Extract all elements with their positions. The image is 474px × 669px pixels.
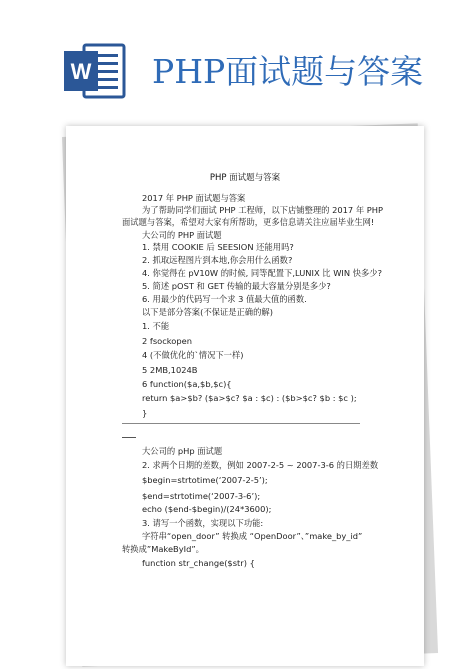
text-line: 大公司的 PHP 面试题 bbox=[142, 230, 222, 240]
text-line: 3. 请写一个函数，实现以下功能: bbox=[142, 518, 264, 528]
text-line: 大公司的 pHp 面试题 bbox=[142, 446, 223, 456]
banner bbox=[0, 0, 474, 118]
text-line: 5. 简述 pOST 和 GET 传输的最大容量分别是多少? bbox=[142, 281, 331, 291]
document-page bbox=[66, 126, 424, 666]
text-line: 字符串“open_door” 转换成 “OpenDoor”、”make_by_id” bbox=[142, 531, 363, 541]
text-line: 面试题与答案，希望对大家有所帮助，更多信息请关注应届毕业生网! bbox=[122, 217, 375, 227]
text-line: 6. 用最少的代码写一个求 3 值最大值的函数. bbox=[142, 294, 307, 304]
section-divider bbox=[122, 423, 360, 424]
text-line: 以下是部分答案(不保证是正确的解) bbox=[142, 307, 273, 317]
text-line: 转换成”MakeById”。 bbox=[122, 544, 204, 554]
text-line: $begin=strtotime(‘2007-2-5’); bbox=[142, 475, 268, 485]
svg-text:W: W bbox=[70, 59, 92, 84]
text-line: 2017 年 PHP 面试题与答案 bbox=[142, 193, 246, 203]
text-line: 1. 禁用 COOKIE 后 SEESION 还能用吗? bbox=[142, 242, 294, 252]
document-title: PHP 面试题与答案 bbox=[209, 173, 281, 183]
text-line: $end=strtotime(‘2007-3-6’); bbox=[142, 491, 261, 501]
word-document-icon bbox=[62, 41, 132, 101]
text-line: 2 fsockopen bbox=[142, 336, 193, 346]
text-line: 4. 你觉得在 pV10W 的时候, 同等配置下,LUNIX 比 WIN 快多少? bbox=[142, 268, 382, 278]
text-line: 2. 求两个日期的差数，例如 2007-2-5 ~ 2007-3-6 的日期差数 bbox=[142, 460, 379, 470]
text-line: } bbox=[142, 408, 148, 418]
banner-title: PHP面试题与答案 bbox=[152, 52, 424, 91]
section-divider-short bbox=[122, 437, 136, 438]
text-line: 5 2MB,1024B bbox=[142, 365, 198, 375]
text-line: 6 function($a,$b,$c){ bbox=[142, 379, 232, 389]
text-line: return $a>$b? ($a>$c? $a : $c) : ($b>$c? $b : $c ); bbox=[142, 393, 357, 403]
text-line: 为了帮助同学们面试 PHP 工程师，以下店铺整理的 2017 年 PHP bbox=[142, 205, 384, 215]
text-line: 1. 不能 bbox=[142, 321, 170, 331]
text-line: echo ($end-$begin)/(24*3600); bbox=[142, 504, 272, 514]
text-line: 2. 抓取远程图片到本地,你会用什么函数? bbox=[142, 255, 293, 265]
text-line: 4 (不做优化的`情况下一样) bbox=[142, 350, 244, 360]
text-line: function str_change($str) { bbox=[142, 558, 255, 568]
